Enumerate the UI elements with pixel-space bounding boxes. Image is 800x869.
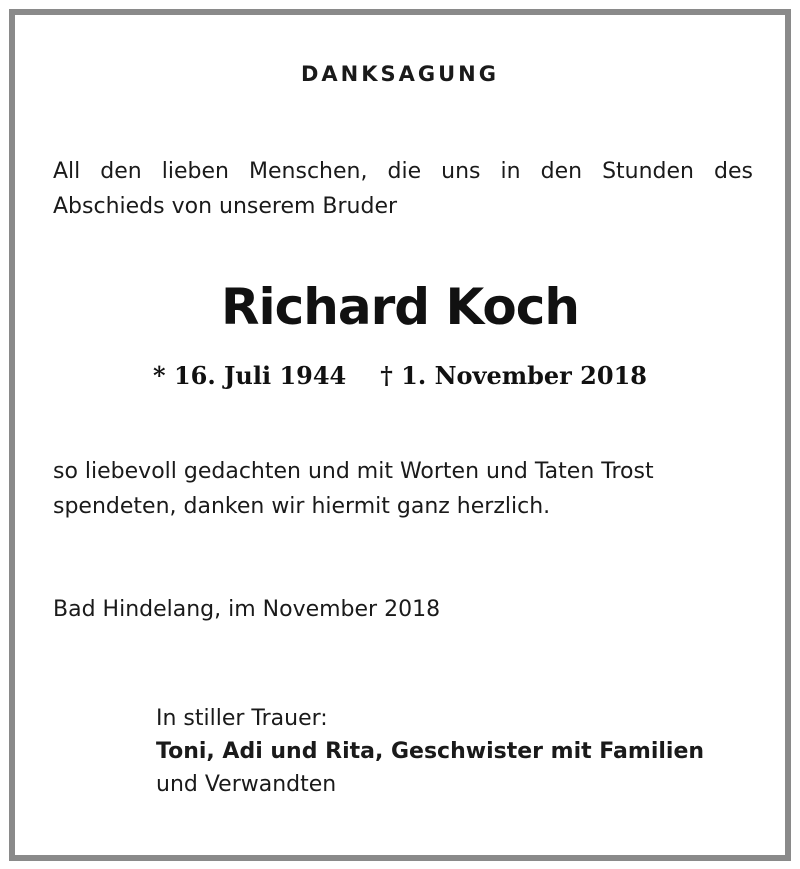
family-names: Toni, Adi und Rita, Geschwister mit Familien bbox=[156, 739, 705, 764]
mourning-label: In stiller Trauer: bbox=[156, 706, 328, 731]
thanks-line: spendeten, danken wir hiermit ganz herzlich. bbox=[53, 494, 551, 519]
intro-line: All den lieben Menschen, die uns in den Stunden des bbox=[53, 159, 753, 184]
life-dates bbox=[0, 361, 800, 390]
thanks-paragraph bbox=[53, 454, 753, 524]
mourners-block bbox=[156, 702, 756, 801]
relatives-line: und Verwandten bbox=[156, 772, 337, 797]
thanks-line: so liebevoll gedachten und mit Worten und Taten Trost bbox=[53, 459, 654, 484]
place-and-date: Bad Hindelang, im November 2018 bbox=[53, 597, 441, 622]
birth-date: * 16. Juli 1944 bbox=[153, 361, 347, 390]
death-date: † 1. November 2018 bbox=[380, 361, 647, 390]
intro-line: Abschieds von unserem Bruder bbox=[53, 194, 398, 219]
intro-paragraph bbox=[53, 154, 753, 224]
deceased-name: Richard Koch bbox=[221, 278, 579, 336]
notice-title: DANKSAGUNG bbox=[300, 62, 499, 86]
